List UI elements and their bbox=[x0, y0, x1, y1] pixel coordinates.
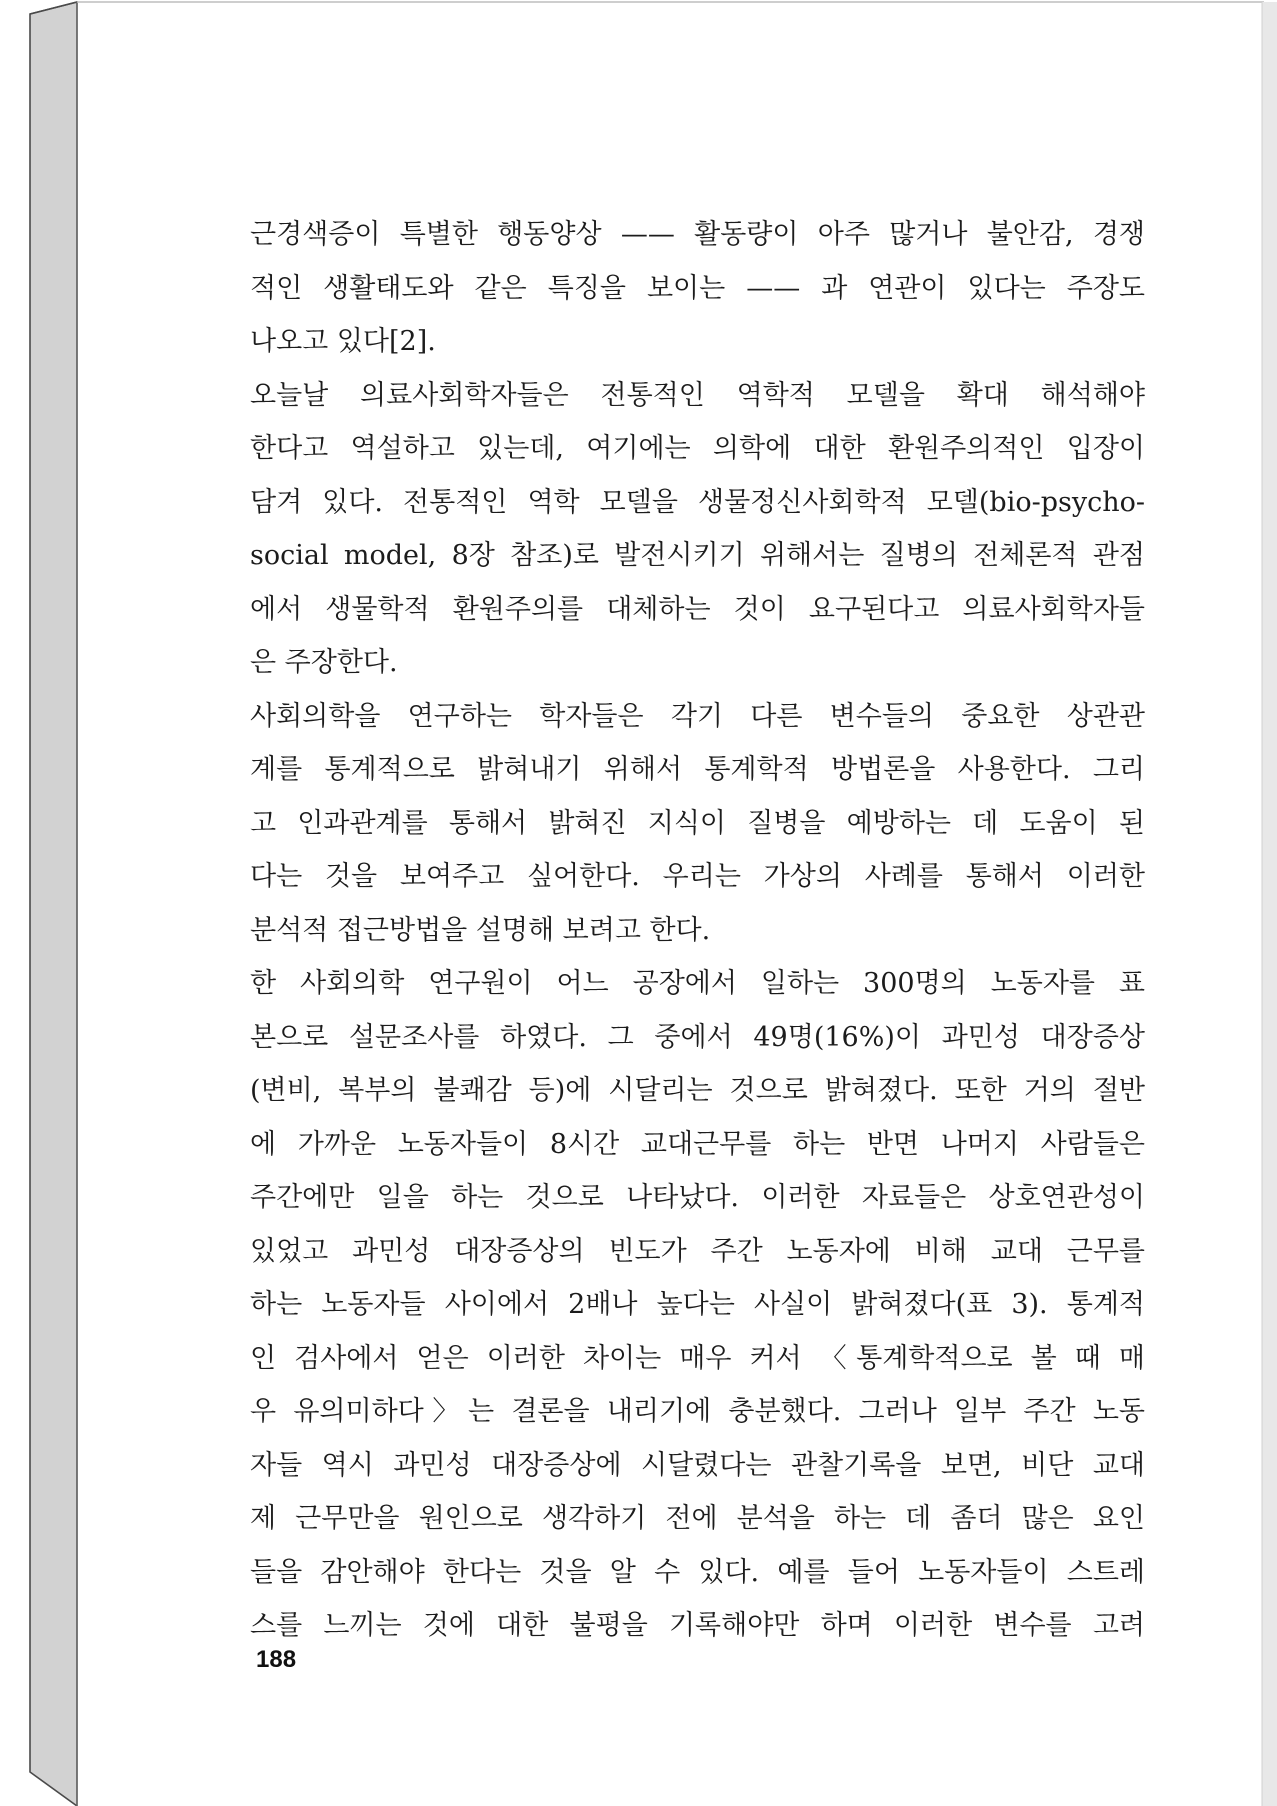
paragraph bbox=[250, 957, 1145, 1653]
text-line: 은 주장한다. bbox=[250, 647, 398, 678]
text-line: 오늘날 의료사회학자들은 전통적인 역학적 모델을 확대 해석해야 bbox=[250, 379, 1145, 411]
text-line: 주간에만 일을 하는 것으로 나타났다. 이러한 자료들은 상호연관성이 bbox=[250, 1182, 1145, 1213]
text-line: 본으로 설문조사를 하였다. 그 중에서 49명(16%)이 과민성 대장증상 bbox=[250, 1021, 1145, 1053]
text-line: 나오고 있다[2]. bbox=[250, 326, 436, 357]
text-line: 에서 생물학적 환원주의를 대체하는 것이 요구된다고 의료사회학자들 bbox=[250, 593, 1145, 625]
text-line: 사회의학을 연구하는 학자들은 각기 다른 변수들의 중요한 상관관 bbox=[250, 700, 1145, 732]
page-number: 188 bbox=[256, 1646, 297, 1673]
text-line: 근경색증이 특별한 행동양상 —— 활동량이 아주 많거나 불안감, 경쟁 bbox=[250, 219, 1145, 250]
text-line: 제 근무만을 원인으로 생각하기 전에 분석을 하는 데 좀더 많은 요인 bbox=[250, 1503, 1145, 1534]
paragraph bbox=[250, 208, 1145, 369]
paragraph bbox=[250, 690, 1145, 958]
text-line: 고 인과관계를 통해서 밝혀진 지식이 질병을 예방하는 데 도움이 된 bbox=[250, 807, 1145, 839]
text-line: 들을 감안해야 한다는 것을 알 수 있다. 예를 들어 노동자들이 스트레 bbox=[250, 1556, 1145, 1588]
paragraph bbox=[250, 369, 1145, 690]
text-line: 다는 것을 보여주고 싶어한다. 우리는 가상의 사례를 통해서 이러한 bbox=[250, 861, 1145, 892]
body-text bbox=[250, 208, 1145, 1653]
text-line: (변비, 복부의 불쾌감 등)에 시달리는 것으로 밝혀졌다. 또한 거의 절반 bbox=[250, 1075, 1145, 1106]
text-line: 분석적 접근방법을 설명해 보려고 한다. bbox=[250, 914, 711, 946]
text-line: 담겨 있다. 전통적인 역학 모델을 생물정신사회학적 모델(bio-psycho- bbox=[250, 486, 1145, 518]
text-line: 계를 통계적으로 밝혀내기 위해서 통계학적 방법론을 사용한다. 그리 bbox=[250, 754, 1145, 785]
text-line: 적인 생활태도와 같은 특징을 보이는 —— 과 연관이 있다는 주장도 bbox=[250, 272, 1145, 304]
text-line: 인 검사에서 얻은 이러한 차이는 매우 커서 〈통계학적으로 볼 때 매 bbox=[250, 1342, 1145, 1374]
text-line: 한 사회의학 연구원이 어느 공장에서 일하는 300명의 노동자를 표 bbox=[250, 968, 1145, 999]
text-line: 우 유의미하다〉는 결론을 내리기에 충분했다. 그러나 일부 주간 노동 bbox=[250, 1396, 1145, 1427]
text-line: 스를 느끼는 것에 대한 불평을 기록해야만 하며 이러한 변수를 고려 bbox=[250, 1610, 1145, 1641]
text-line: social model, 8장 참조)로 발전시키기 위해서는 질병의 전체론적 관점 bbox=[250, 540, 1145, 571]
text-line: 에 가까운 노동자들이 8시간 교대근무를 하는 반면 나머지 사람들은 bbox=[250, 1128, 1145, 1160]
text-line: 하는 노동자들 사이에서 2배나 높다는 사실이 밝혀졌다(표 3). 통계적 bbox=[250, 1289, 1145, 1320]
text-line: 있었고 과민성 대장증상의 빈도가 주간 노동자에 비해 교대 근무를 bbox=[250, 1235, 1145, 1267]
text-line: 한다고 역설하고 있는데, 여기에는 의학에 대한 환원주의적인 입장이 bbox=[250, 433, 1145, 464]
text-line: 자들 역시 과민성 대장증상에 시달렸다는 관찰기록을 보면, 비단 교대 bbox=[250, 1449, 1145, 1481]
